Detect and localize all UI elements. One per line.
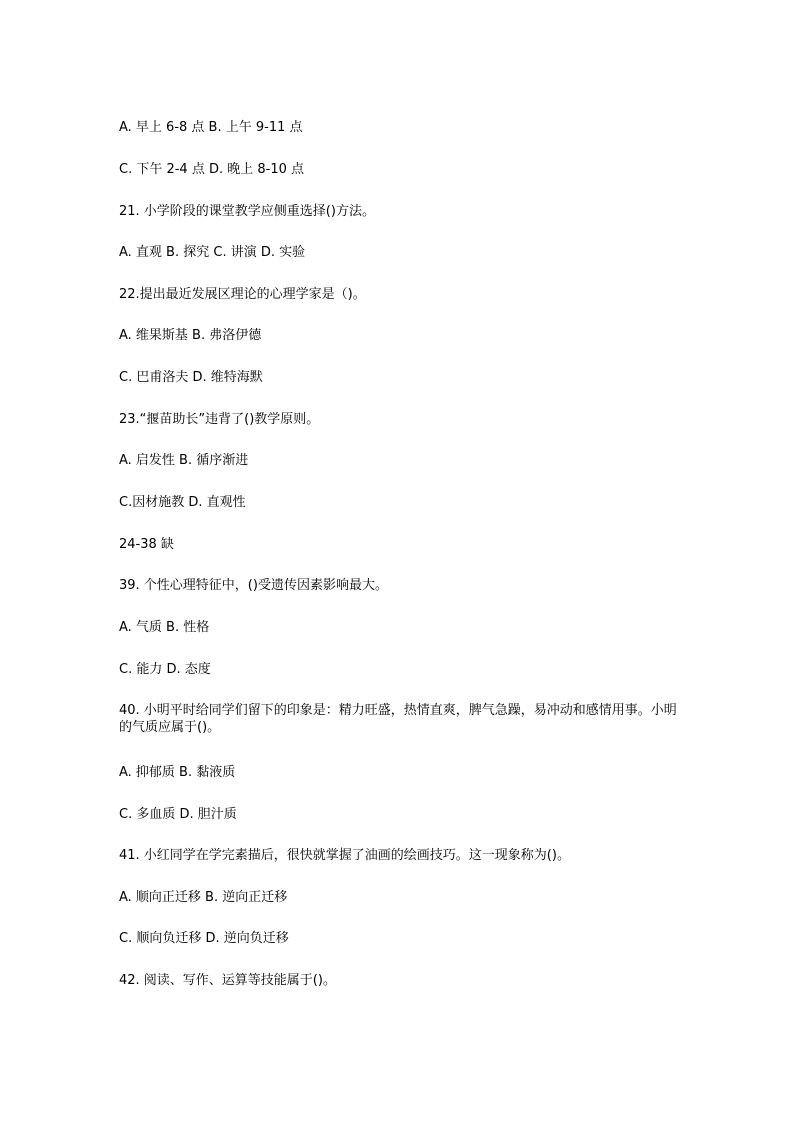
option-line: C. 能力 D. 态度 bbox=[119, 662, 211, 677]
option-line: C. 巴甫洛夫 D. 维特海默 bbox=[119, 370, 263, 385]
option-line: C.因材施教 D. 直观性 bbox=[119, 495, 246, 510]
option-line: A. 气质 B. 性格 bbox=[119, 620, 210, 635]
question-22: 22.提出最近发展区理论的心理学家是（)。 bbox=[119, 287, 366, 302]
missing-range-note: 24-38 缺 bbox=[119, 537, 174, 552]
option-line: A. 抑郁质 B. 黏液质 bbox=[119, 765, 236, 780]
question-39: 39. 个性心理特征中，()受遗传因素影响最大。 bbox=[119, 578, 388, 593]
option-line: C. 多血质 D. 胆汁质 bbox=[119, 807, 237, 822]
question-40: 40. 小明平时给同学们留下的印象是：精力旺盛，热情直爽，脾气急躁，易冲动和感情用事。小明的气质应属于()。 bbox=[119, 703, 677, 735]
question-21: 21. 小学阶段的课堂教学应侧重选择()方法。 bbox=[119, 204, 375, 219]
option-line: C. 下午 2-4 点 D. 晚上 8-10 点 bbox=[119, 162, 305, 177]
option-line: A. 顺向正迁移 B. 逆向正迁移 bbox=[119, 890, 288, 905]
option-line: A. 早上 6-8 点 B. 上午 9-11 点 bbox=[119, 120, 303, 135]
option-line: A. 维果斯基 B. 弗洛伊德 bbox=[119, 328, 262, 343]
option-line: A. 直观 B. 探究 C. 讲演 D. 实验 bbox=[119, 245, 306, 260]
question-41: 41. 小红同学在学完素描后，很快就掌握了油画的绘画技巧。这一现象称为()。 bbox=[119, 848, 570, 863]
option-line: C. 顺向负迁移 D. 逆向负迁移 bbox=[119, 931, 289, 946]
option-line: A. 启发性 B. 循序渐进 bbox=[119, 453, 249, 468]
question-23: 23.“揠苗助长”违背了()教学原则。 bbox=[119, 412, 320, 427]
question-42: 42. 阅读、写作、运算等技能属于()。 bbox=[119, 973, 336, 988]
